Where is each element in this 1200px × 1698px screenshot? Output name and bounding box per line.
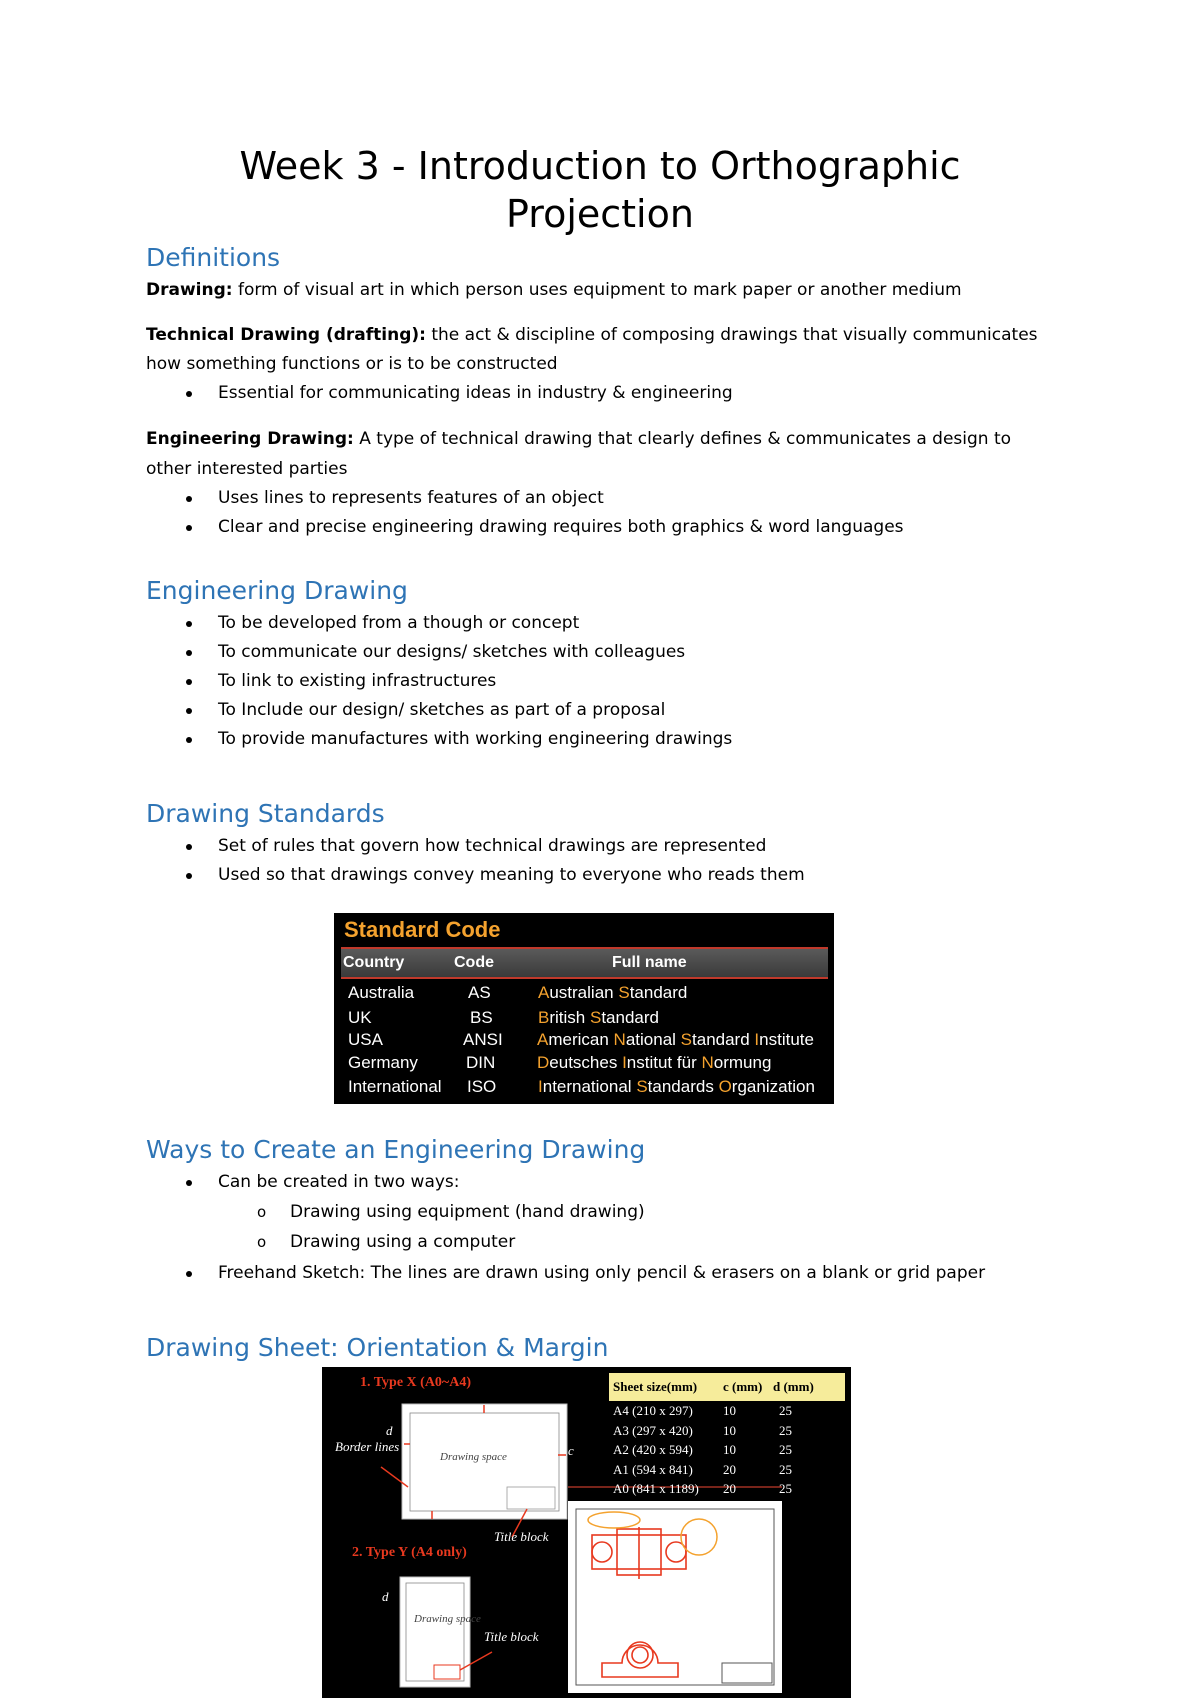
c-label: c xyxy=(568,1443,574,1458)
full-name-cell: Deutsches Institut für Normung xyxy=(537,1053,772,1072)
list-item: Used so that drawings convey meaning to everyone who reads them xyxy=(218,861,805,890)
technical-def-line-2: how something functions or is to be constructed xyxy=(146,354,558,374)
title-block-label: Title block xyxy=(494,1529,549,1544)
c-cell: 20 xyxy=(723,1481,736,1496)
c-cell: 10 xyxy=(723,1403,736,1418)
list-item: To Include our design/ sketches as part of a proposal xyxy=(218,696,665,725)
d-cell: 25 xyxy=(779,1403,792,1418)
list-item: Essential for communicating ideas in industry & engineering xyxy=(218,379,733,408)
title-block-label-type-y: Title block xyxy=(484,1629,539,1644)
list-item: Clear and precise engineering drawing requires both graphics & word languages xyxy=(218,513,904,542)
standard-table-header-band xyxy=(341,947,828,979)
list-item: Freehand Sketch: The lines are drawn using only pencil & erasers on a blank or grid paper xyxy=(218,1259,985,1288)
technical-term: Technical Drawing (drafting): xyxy=(146,325,426,345)
table-row xyxy=(609,1460,845,1480)
c-cell: 20 xyxy=(723,1461,736,1477)
country-cell: USA xyxy=(348,1030,383,1049)
technical-drawing-definition xyxy=(146,321,1038,350)
drawing-space-label-type-y: Drawing space xyxy=(414,1613,481,1625)
table-row xyxy=(609,1401,845,1421)
technical-def-text: the act & discipline of composing drawings that visually communicates xyxy=(425,325,1038,345)
list-item: To be developed from a though or concept xyxy=(218,609,579,638)
list-item: To communicate our designs/ sketches with colleagues xyxy=(218,638,685,667)
full-name-cell: Australian Standard xyxy=(538,983,688,1002)
definitions-heading: Definitions xyxy=(146,243,281,272)
sub-list-item: o Drawing using a computer xyxy=(290,1228,515,1257)
page-title: Week 3 - Introduction to Orthographic Projection xyxy=(239,144,961,236)
d-cell: 25 xyxy=(779,1461,792,1477)
code-cell: DIN xyxy=(466,1053,496,1072)
country-cell: International xyxy=(348,1077,442,1096)
standard-code-figure xyxy=(334,913,834,1104)
code-cell: BS xyxy=(470,1008,493,1027)
d-cell: 25 xyxy=(779,1481,792,1496)
drawing-term: Drawing: xyxy=(146,280,233,300)
col-header-full-name: Full name xyxy=(612,954,687,971)
full-name-cell: British Standard xyxy=(538,1008,659,1027)
engineering-term: Engineering Drawing: xyxy=(146,429,354,449)
drawing-space-label: Drawing space xyxy=(440,1451,507,1463)
col-header-code: Code xyxy=(454,954,494,971)
d-label-type-y: d xyxy=(382,1589,389,1604)
sheet-size-cell: A3 (297 x 420) xyxy=(613,1422,693,1438)
full-name-cell: American National Standard Institute xyxy=(537,1030,814,1049)
code-cell: ANSI xyxy=(463,1030,503,1049)
list-item: To link to existing infrastructures xyxy=(218,667,496,696)
col-header-sheet-size: Sheet size(mm) xyxy=(613,1379,698,1394)
engineering-drawing-definition xyxy=(146,425,1011,454)
list-item: Uses lines to represents features of an object xyxy=(218,484,604,513)
sheet-size-cell: A0 (841 x 1189) xyxy=(613,1481,699,1496)
drawing-definition xyxy=(146,276,962,305)
list-item: Can be created in two ways: xyxy=(218,1168,460,1197)
table-row xyxy=(609,1479,845,1499)
sheet-size-table-header xyxy=(609,1373,845,1401)
d-label: d xyxy=(386,1423,393,1438)
drawing-sheet-heading: Drawing Sheet: Orientation & Margin xyxy=(146,1333,609,1362)
c-cell: 10 xyxy=(723,1422,736,1438)
d-cell: 25 xyxy=(779,1442,792,1457)
type-y-label: 2. Type Y (A4 only) xyxy=(352,1545,467,1560)
drawing-sheet-figure xyxy=(322,1367,851,1698)
table-row xyxy=(609,1421,845,1441)
sheet-size-cell: A4 (210 x 297) xyxy=(613,1403,693,1418)
engineering-drawing-heading: Engineering Drawing xyxy=(146,576,408,605)
type-x-label: 1. Type X (A0~A4) xyxy=(360,1375,471,1390)
sheet-size-cell: A2 (420 x 594) xyxy=(613,1442,693,1457)
code-cell: ISO xyxy=(467,1077,497,1096)
table-row xyxy=(609,1440,845,1460)
col-header-c: c (mm) xyxy=(723,1379,763,1394)
drawing-standards-heading: Drawing Standards xyxy=(146,799,385,828)
engineering-def-text: A type of technical drawing that clearly defines & communicates a design to xyxy=(353,429,1012,449)
col-header-d: d (mm) xyxy=(773,1379,814,1394)
engineering-def-line-2: other interested parties xyxy=(146,459,348,479)
list-item: Set of rules that govern how technical drawings are represented xyxy=(218,832,766,861)
full-name-cell: International Standards Organization xyxy=(538,1077,815,1096)
c-cell: 10 xyxy=(723,1442,736,1457)
sheet-size-table xyxy=(609,1373,845,1499)
country-cell: Germany xyxy=(348,1053,418,1072)
standard-code-title: Standard Code xyxy=(344,917,501,942)
col-header-country: Country xyxy=(343,954,405,971)
border-lines-label: Border lines xyxy=(335,1439,400,1454)
code-cell: AS xyxy=(468,983,491,1002)
list-item: To provide manufactures with working engineering drawings xyxy=(218,725,732,754)
sub-list-item: o Drawing using equipment (hand drawing) xyxy=(290,1198,645,1227)
ways-to-create-heading: Ways to Create an Engineering Drawing xyxy=(146,1135,646,1164)
sample-drawing-sheet xyxy=(568,1501,782,1693)
sheet-size-cell: A1 (594 x 841) xyxy=(613,1461,693,1477)
d-cell: 25 xyxy=(779,1422,792,1438)
country-cell: Australia xyxy=(348,983,415,1002)
drawing-def-text: form of visual art in which person uses equipment to mark paper or another medium xyxy=(232,280,962,300)
country-cell: UK xyxy=(348,1008,372,1027)
